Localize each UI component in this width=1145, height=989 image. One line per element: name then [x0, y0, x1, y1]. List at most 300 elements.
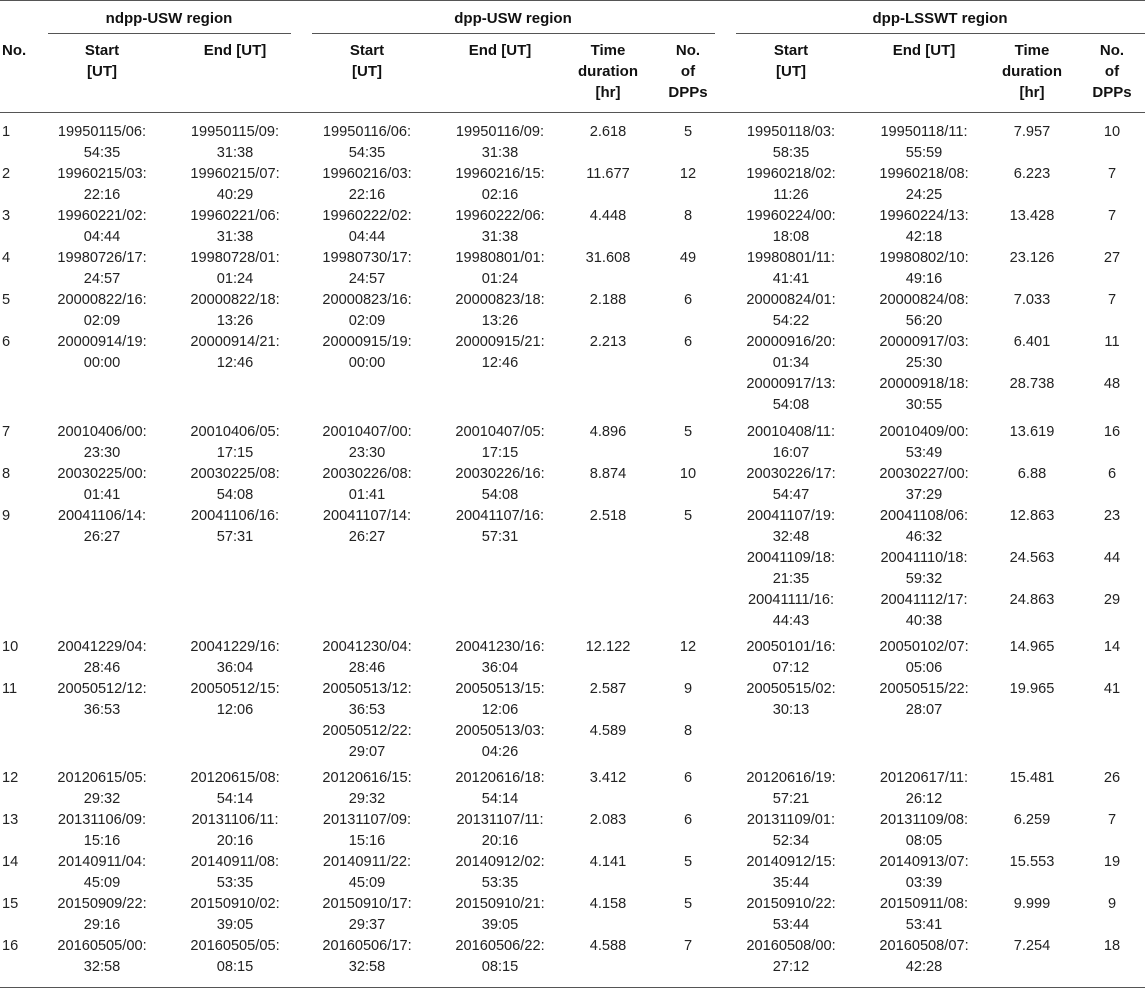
- cell-line: 40:38: [905, 613, 943, 629]
- cell-dpp-lsswt-end: [879, 637, 968, 679]
- cell-dpp-lsswt-duration: 6.401: [1013, 334, 1051, 350]
- cell-line: 20041106/16:: [190, 508, 280, 524]
- cell-dpp-lsswt-start: [746, 290, 835, 332]
- cell-line: 19950115/09:: [190, 124, 280, 140]
- header-rule: [0, 112, 1145, 113]
- cell-dpp-usw-end: [455, 637, 544, 679]
- cell-dpp-lsswt-dpps: 7: [1107, 208, 1117, 224]
- cell-line: 20160508/00:: [746, 938, 836, 954]
- cell-dpp-lsswt-end: [879, 936, 968, 978]
- cell-dpp-usw-dpps: 10: [679, 466, 697, 482]
- cell-dpp-lsswt-duration: 6.259: [1013, 812, 1051, 828]
- cell-line: 07:12: [772, 660, 810, 676]
- cell-line: 20140912/15:: [746, 854, 836, 870]
- cell-ndpp-end: [191, 506, 279, 548]
- cell-line: 15:16: [348, 833, 386, 849]
- cell-ndpp-start: [57, 422, 146, 464]
- cell-line: 36:53: [348, 702, 386, 718]
- cell-dpp-usw-start: [323, 810, 411, 852]
- cell-line: 05:06: [905, 660, 943, 676]
- cell-line: 04:44: [83, 229, 121, 245]
- top-rule: [0, 0, 1145, 1]
- cell-line: 19950118/03:: [746, 124, 836, 140]
- cell-line: 20010408/11:: [746, 424, 836, 440]
- cell-dpp-lsswt-dpps: 9: [1107, 896, 1117, 912]
- cell-line: 58:35: [772, 145, 810, 161]
- cell-dpp-lsswt-start: [746, 374, 835, 416]
- cell-dpp-lsswt-dpps: 10: [1103, 124, 1121, 140]
- cell-line: 24:57: [348, 271, 386, 287]
- cell-dpp-usw-duration: 2.188: [589, 292, 627, 308]
- cell-line: 19980726/17:: [57, 250, 147, 266]
- cell-dpp-lsswt-end: [880, 894, 968, 936]
- cell-line: 19960216/03:: [322, 166, 412, 182]
- cell-line: 20050513/12:: [322, 681, 412, 697]
- cell-line: 20150911/08:: [879, 896, 969, 912]
- cell-line: 20000914/19:: [57, 334, 147, 350]
- cell-dpp-lsswt-duration: 19.965: [1009, 681, 1055, 697]
- cell-dpp-usw-start: [322, 637, 411, 679]
- cell-dpp-usw-duration: 2.518: [589, 508, 627, 524]
- cell-line: 45:09: [348, 875, 386, 891]
- cell-line: 01:34: [772, 355, 810, 371]
- cell-dpp-lsswt-end: [879, 164, 968, 206]
- header-start-line1: Start: [773, 42, 809, 59]
- cell-line: 20010409/00:: [879, 424, 969, 440]
- cell-line: 37:29: [905, 487, 943, 503]
- cell-line: 23:30: [83, 445, 121, 461]
- cell-line: 30:13: [772, 702, 810, 718]
- cell-dpp-usw-start: [322, 164, 411, 206]
- cell-no: 7: [2, 424, 11, 440]
- cell-dpp-usw-end: [456, 122, 544, 164]
- cell-dpp-lsswt-end: [880, 548, 967, 590]
- header-dpps-dpp-lsswt: [1092, 40, 1131, 103]
- header-dpps-line3: DPPs: [1092, 84, 1132, 101]
- cell-line: 20041230/04:: [322, 639, 412, 655]
- cell-line: 19960224/00:: [746, 208, 836, 224]
- cell-dpp-usw-start: [322, 936, 411, 978]
- cell-dpp-lsswt-end: [880, 810, 968, 852]
- header-duration-dpp-usw: [578, 40, 638, 103]
- cell-line: 29:37: [348, 917, 386, 933]
- cell-line: 39:05: [216, 917, 254, 933]
- cell-line: 20160505/00:: [57, 938, 147, 954]
- header-end-dpp-lsswt: End [UT]: [892, 42, 956, 59]
- cell-line: 20160506/22:: [455, 938, 545, 954]
- header-dpps-line3: DPPs: [668, 84, 708, 101]
- cell-line: 20150910/17:: [322, 896, 412, 912]
- group-rule-dpp-lsswt: [736, 33, 1145, 34]
- cell-dpp-usw-start: [322, 290, 411, 332]
- cell-dpp-lsswt-start: [746, 332, 835, 374]
- cell-ndpp-start: [57, 464, 146, 506]
- cell-line: 36:04: [216, 660, 254, 676]
- header-start-line2: [UT]: [352, 63, 382, 80]
- cell-ndpp-start: [57, 936, 146, 978]
- cell-line: 19960224/13:: [879, 208, 969, 224]
- cell-dpp-usw-end: [455, 464, 544, 506]
- cell-dpp-lsswt-start: [747, 506, 835, 548]
- cell-dpp-usw-dpps: 6: [683, 770, 693, 786]
- cell-line: 20041230/16:: [455, 639, 545, 655]
- cell-ndpp-end: [190, 894, 279, 936]
- cell-dpp-lsswt-start: [747, 248, 835, 290]
- cell-line: 20041229/16:: [190, 639, 280, 655]
- cell-line: 39:05: [481, 917, 519, 933]
- cell-line: 20000823/16:: [322, 292, 412, 308]
- cell-no: 8: [2, 466, 11, 482]
- cell-dpp-usw-start: [322, 422, 411, 464]
- cell-dpp-usw-end: [455, 164, 544, 206]
- cell-line: 20010406/05:: [190, 424, 280, 440]
- cell-line: 20010406/00:: [57, 424, 147, 440]
- cell-line: 27:12: [772, 959, 810, 975]
- cell-line: 12:46: [481, 355, 519, 371]
- cell-line: 24:57: [83, 271, 121, 287]
- cell-line: 20150909/22:: [57, 896, 147, 912]
- cell-line: 04:26: [481, 744, 519, 760]
- header-dpps-line1: No.: [675, 42, 701, 59]
- group-rule-ndpp-usw: [48, 33, 291, 34]
- group-header-dpp-lsswt: dpp-LSSWT region: [872, 10, 1008, 27]
- cell-line: 28:46: [83, 660, 121, 676]
- header-dpps-line2: of: [680, 63, 696, 80]
- header-end-ndpp: End [UT]: [203, 42, 267, 59]
- cell-dpp-lsswt-start: [746, 852, 835, 894]
- cell-dpp-lsswt-end: [880, 768, 968, 810]
- cell-dpp-usw-duration: 4.141: [589, 854, 627, 870]
- cell-dpp-usw-duration: 3.412: [589, 770, 627, 786]
- cell-dpp-usw-dpps: 5: [683, 854, 693, 870]
- cell-line: 18:08: [772, 229, 810, 245]
- cell-dpp-lsswt-dpps: 27: [1103, 250, 1121, 266]
- cell-line: 59:32: [905, 571, 943, 587]
- cell-line: 17:15: [216, 445, 254, 461]
- cell-line: 36:53: [83, 702, 121, 718]
- cell-line: 12:46: [216, 355, 254, 371]
- header-dpps-line1: No.: [1099, 42, 1125, 59]
- cell-dpp-lsswt-start: [747, 422, 835, 464]
- cell-line: 31:38: [216, 229, 254, 245]
- cell-line: 56:20: [905, 313, 943, 329]
- cell-line: 19960215/03:: [57, 166, 147, 182]
- header-start-line2: [UT]: [87, 63, 117, 80]
- cell-line: 20030225/08:: [190, 466, 280, 482]
- cell-line: 20050515/02:: [746, 681, 836, 697]
- header-dpps-dpp-usw: [668, 40, 707, 103]
- cell-line: 20010407/05:: [455, 424, 545, 440]
- cell-dpp-lsswt-dpps: 7: [1107, 166, 1117, 182]
- cell-dpp-usw-duration: 31.608: [585, 250, 631, 266]
- cell-dpp-usw-start: [322, 464, 411, 506]
- cell-line: 30:55: [905, 397, 943, 413]
- cell-dpp-lsswt-duration: 24.863: [1009, 592, 1055, 608]
- cell-line: 20131109/01:: [746, 812, 836, 828]
- cell-ndpp-end: [191, 852, 279, 894]
- cell-line: 20120615/08:: [190, 770, 280, 786]
- cell-dpp-lsswt-dpps: 19: [1103, 854, 1121, 870]
- header-duration-line2: duration: [1002, 63, 1062, 80]
- cell-line: 19960218/08:: [879, 166, 969, 182]
- cell-line: 20120616/19:: [746, 770, 836, 786]
- cell-line: 54:35: [348, 145, 386, 161]
- header-duration-line2: duration: [578, 63, 638, 80]
- cell-line: 20160506/17:: [322, 938, 412, 954]
- cell-line: 20131107/09:: [322, 812, 412, 828]
- header-start-dpp-usw: [350, 40, 384, 82]
- cell-line: 19950116/06:: [322, 124, 412, 140]
- cell-line: 53:44: [772, 917, 810, 933]
- cell-dpp-usw-dpps: 5: [683, 124, 693, 140]
- cell-dpp-usw-dpps: 6: [683, 292, 693, 308]
- cell-dpp-lsswt-duration: 6.88: [1017, 466, 1047, 482]
- cell-line: 20050513/15:: [455, 681, 545, 697]
- cell-dpp-lsswt-dpps: 26: [1103, 770, 1121, 786]
- cell-dpp-lsswt-end: [879, 852, 968, 894]
- header-duration-dpp-lsswt: [1002, 40, 1062, 103]
- cell-line: 19960221/02:: [57, 208, 147, 224]
- cell-line: 01:24: [216, 271, 254, 287]
- group-header-ndpp-usw: ndpp-USW region: [105, 10, 233, 27]
- cell-line: 20000917/03:: [879, 334, 969, 350]
- cell-ndpp-start: [57, 248, 146, 290]
- cell-dpp-lsswt-dpps: 6: [1107, 466, 1117, 482]
- cell-line: 20000822/16:: [57, 292, 147, 308]
- cell-line: 20050512/12:: [57, 681, 147, 697]
- cell-ndpp-end: [191, 810, 278, 852]
- cell-line: 20120617/11:: [879, 770, 969, 786]
- cell-ndpp-end: [190, 248, 279, 290]
- bottom-rule: [0, 987, 1145, 988]
- cell-ndpp-end: [190, 290, 279, 332]
- cell-line: 19960221/06:: [190, 208, 280, 224]
- cell-dpp-lsswt-duration: 7.254: [1013, 938, 1051, 954]
- cell-no: 12: [2, 770, 19, 786]
- cell-line: 08:15: [216, 959, 254, 975]
- cell-line: 08:15: [481, 959, 519, 975]
- cell-dpp-lsswt-end: [880, 506, 968, 548]
- cell-dpp-lsswt-duration: 6.223: [1013, 166, 1051, 182]
- cell-line: 20120616/18:: [455, 770, 545, 786]
- cell-line: 08:05: [905, 833, 943, 849]
- cell-dpp-usw-duration: 2.618: [589, 124, 627, 140]
- cell-dpp-lsswt-dpps: 18: [1103, 938, 1121, 954]
- cell-line: 20120616/15:: [322, 770, 412, 786]
- cell-line: 11:26: [773, 187, 809, 203]
- cell-line: 20150910/22:: [746, 896, 836, 912]
- cell-dpp-usw-end: [455, 852, 544, 894]
- cell-dpp-usw-dpps: 12: [679, 639, 697, 655]
- cell-dpp-usw-dpps: 12: [679, 166, 697, 182]
- cell-line: 04:44: [348, 229, 386, 245]
- header-duration-line1: Time: [590, 42, 626, 59]
- cell-line: 20041229/04:: [57, 639, 147, 655]
- cell-ndpp-start: [57, 164, 146, 206]
- cell-line: 54:47: [772, 487, 810, 503]
- cell-ndpp-end: [190, 206, 279, 248]
- cell-line: 54:08: [772, 397, 810, 413]
- cell-line: 20050515/22:: [879, 681, 969, 697]
- cell-dpp-usw-dpps: 5: [683, 508, 693, 524]
- cell-dpp-usw-start: [323, 852, 411, 894]
- cell-line: 53:41: [905, 917, 943, 933]
- cell-dpp-usw-dpps: 7: [683, 938, 693, 954]
- cell-line: 29:32: [348, 791, 386, 807]
- cell-dpp-lsswt-start: [748, 590, 834, 632]
- cell-ndpp-end: [190, 422, 279, 464]
- cell-line: 19980730/17:: [322, 250, 412, 266]
- cell-line: 53:35: [216, 875, 254, 891]
- cell-line: 54:08: [216, 487, 254, 503]
- cell-line: 19960222/02:: [322, 208, 412, 224]
- cell-line: 21:35: [772, 571, 810, 587]
- cell-line: 20:16: [216, 833, 254, 849]
- cell-dpp-usw-duration: 2.213: [589, 334, 627, 350]
- cell-line: 31:38: [481, 229, 519, 245]
- cell-line: 20000822/18:: [190, 292, 280, 308]
- cell-line: 26:27: [348, 529, 386, 545]
- cell-line: 20050102/07:: [879, 639, 969, 655]
- cell-dpp-lsswt-duration: 7.033: [1013, 292, 1051, 308]
- cell-line: 44:43: [772, 613, 810, 629]
- cell-line: 20000918/18:: [879, 376, 969, 392]
- header-duration-line3: [hr]: [595, 84, 621, 101]
- cell-line: 20010407/00:: [322, 424, 412, 440]
- cell-line: 20030227/00:: [879, 466, 969, 482]
- cell-dpp-lsswt-duration: 9.999: [1013, 896, 1051, 912]
- cell-dpp-lsswt-dpps: 14: [1103, 639, 1121, 655]
- cell-dpp-usw-dpps: 9: [683, 681, 693, 697]
- cell-line: 13:26: [216, 313, 254, 329]
- cell-no: 2: [2, 166, 11, 182]
- cell-ndpp-end: [191, 122, 279, 164]
- cell-line: 57:31: [481, 529, 519, 545]
- cell-dpp-lsswt-start: [746, 206, 835, 248]
- cell-dpp-usw-end: [456, 810, 543, 852]
- cell-line: 19980728/01:: [190, 250, 280, 266]
- cell-dpp-lsswt-duration: 28.738: [1009, 376, 1055, 392]
- cell-dpp-lsswt-end: [879, 422, 968, 464]
- cell-line: 20041108/06:: [879, 508, 969, 524]
- cell-dpp-usw-duration: 4.448: [589, 208, 627, 224]
- cell-line: 16:07: [772, 445, 810, 461]
- cell-no: 1: [2, 124, 11, 140]
- cell-line: 20000915/19:: [322, 334, 412, 350]
- cell-ndpp-start: [57, 894, 146, 936]
- cell-dpp-lsswt-dpps: 7: [1107, 292, 1117, 308]
- cell-dpp-lsswt-end: [879, 464, 968, 506]
- cell-dpp-lsswt-start: [746, 768, 835, 810]
- cell-dpp-lsswt-start: [746, 464, 835, 506]
- cell-line: 54:22: [772, 313, 810, 329]
- cell-line: 20030225/00:: [57, 466, 147, 482]
- cell-dpp-usw-end: [455, 332, 544, 374]
- header-end-dpp-usw: End [UT]: [468, 42, 532, 59]
- cell-line: 57:31: [216, 529, 254, 545]
- cell-line: 20050101/16:: [746, 639, 836, 655]
- cell-line: 19980801/01:: [455, 250, 545, 266]
- cell-line: 20041112/17:: [880, 592, 968, 608]
- cell-dpp-lsswt-end: [880, 122, 967, 164]
- cell-line: 20030226/16:: [455, 466, 545, 482]
- cell-line: 45:09: [83, 875, 121, 891]
- cell-no: 15: [2, 896, 19, 912]
- cell-line: 12:06: [481, 702, 519, 718]
- cell-dpp-lsswt-duration: 14.965: [1009, 639, 1055, 655]
- cell-line: 40:29: [216, 187, 254, 203]
- cell-ndpp-start: [57, 679, 146, 721]
- cell-dpp-lsswt-dpps: 11: [1104, 334, 1120, 350]
- cell-dpp-lsswt-duration: 7.957: [1013, 124, 1051, 140]
- cell-line: 26:12: [905, 791, 943, 807]
- cell-line: 20150910/02:: [190, 896, 280, 912]
- cell-dpp-usw-duration: 11.677: [586, 166, 630, 182]
- cell-line: 32:58: [348, 959, 386, 975]
- cell-line: 20041109/18:: [746, 550, 836, 566]
- cell-line: 20131107/11:: [456, 812, 544, 828]
- cell-line: 20131109/08:: [879, 812, 969, 828]
- cell-line: 46:32: [905, 529, 943, 545]
- cell-line: 15:16: [83, 833, 121, 849]
- cell-line: 12:06: [216, 702, 254, 718]
- header-start-line1: Start: [84, 42, 120, 59]
- cell-dpp-usw-dpps: 8: [683, 208, 693, 224]
- cell-dpp-usw-start: [322, 768, 411, 810]
- cell-ndpp-start: [57, 332, 146, 374]
- cell-dpp-lsswt-start: [747, 548, 835, 590]
- cell-line: 42:28: [905, 959, 943, 975]
- cell-line: 57:21: [772, 791, 810, 807]
- cell-no: 4: [2, 250, 11, 266]
- cell-line: 01:24: [481, 271, 519, 287]
- cell-ndpp-end: [190, 464, 279, 506]
- cell-dpp-usw-end: [455, 936, 544, 978]
- cell-dpp-lsswt-duration: 13.428: [1009, 208, 1055, 224]
- cell-dpp-usw-dpps: 49: [679, 250, 697, 266]
- cell-dpp-usw-start: [323, 122, 411, 164]
- cell-line: 19980801/11:: [746, 250, 836, 266]
- cell-dpp-usw-end: [455, 721, 544, 763]
- cell-line: 20050512/15:: [190, 681, 280, 697]
- cell-line: 20041110/18:: [880, 550, 968, 566]
- cell-line: 01:41: [348, 487, 386, 503]
- cell-line: 54:14: [481, 791, 519, 807]
- cell-dpp-lsswt-end: [880, 590, 967, 632]
- cell-dpp-lsswt-start: [746, 679, 835, 721]
- header-duration-line3: [hr]: [1019, 84, 1045, 101]
- cell-line: 00:00: [348, 355, 386, 371]
- cell-ndpp-end: [190, 332, 279, 374]
- cell-dpp-usw-dpps: 5: [683, 896, 693, 912]
- cell-dpp-lsswt-end: [879, 206, 968, 248]
- cell-no: 3: [2, 208, 11, 224]
- cell-line: 01:41: [83, 487, 121, 503]
- cell-dpp-lsswt-end: [879, 374, 968, 416]
- cell-line: 20041111/16:: [747, 592, 835, 608]
- cell-ndpp-start: [57, 768, 146, 810]
- cell-line: 20050513/03:: [455, 723, 545, 739]
- cell-dpp-usw-duration: 2.587: [589, 681, 627, 697]
- cell-line: 20050512/22:: [322, 723, 412, 739]
- cell-ndpp-start: [58, 810, 146, 852]
- cell-dpp-lsswt-start: [746, 894, 835, 936]
- cell-dpp-usw-end: [455, 422, 544, 464]
- cell-dpp-usw-start: [322, 332, 411, 374]
- cell-no: 14: [2, 854, 19, 870]
- cell-line: 20160508/07:: [879, 938, 969, 954]
- cell-line: 55:59: [905, 145, 943, 161]
